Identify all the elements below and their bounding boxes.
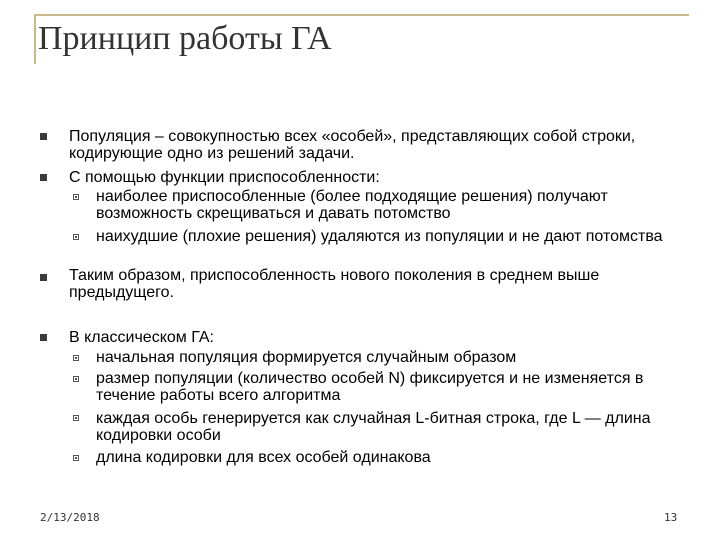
list-item: Таким образом, приспособленность нового поколения в среднем выше предыдущего.	[69, 267, 600, 301]
bullet-icon	[40, 174, 47, 181]
sub-bullet-icon	[73, 455, 79, 461]
list-item: В классическом ГА:	[69, 329, 214, 346]
sub-bullet-icon	[73, 234, 79, 240]
sub-bullet-icon	[73, 376, 79, 382]
bullet-icon	[40, 334, 47, 341]
sub-bullet-icon	[73, 355, 79, 361]
slide-title: Принцип работы ГА	[38, 20, 332, 57]
sub-bullet-icon	[73, 194, 79, 200]
list-item: размер популяции (количество особей N) фиксируется и не изменяется в течение работы всего алгоритма	[96, 370, 644, 404]
list-item: Популяция – совокупностью всех «особей», представляющих собой строки, кодирующие одно из решений задачи.	[69, 128, 636, 162]
list-item: наиболее приспособленные (более подходящие решения) получают возможность скрещиваться и давать потомство	[96, 188, 608, 222]
footer-date: 2/13/2018	[40, 511, 100, 524]
list-item: каждая особь генерируется как случайная L-битная строка, где L — длина кодировки особи	[96, 410, 651, 444]
list-item: С помощью функции приспособленности:	[69, 169, 380, 186]
footer-page-number: 13	[664, 511, 678, 524]
list-item: длина кодировки для всех особей одинакова	[96, 449, 431, 466]
list-item: наихудшие (плохие решения) удаляются из популяции и не дают потомства	[96, 228, 663, 245]
list-item: начальная популяция формируется случайным образом	[96, 349, 517, 366]
bullet-icon	[40, 274, 47, 281]
bullet-icon	[40, 133, 47, 140]
sub-bullet-icon	[73, 415, 79, 421]
